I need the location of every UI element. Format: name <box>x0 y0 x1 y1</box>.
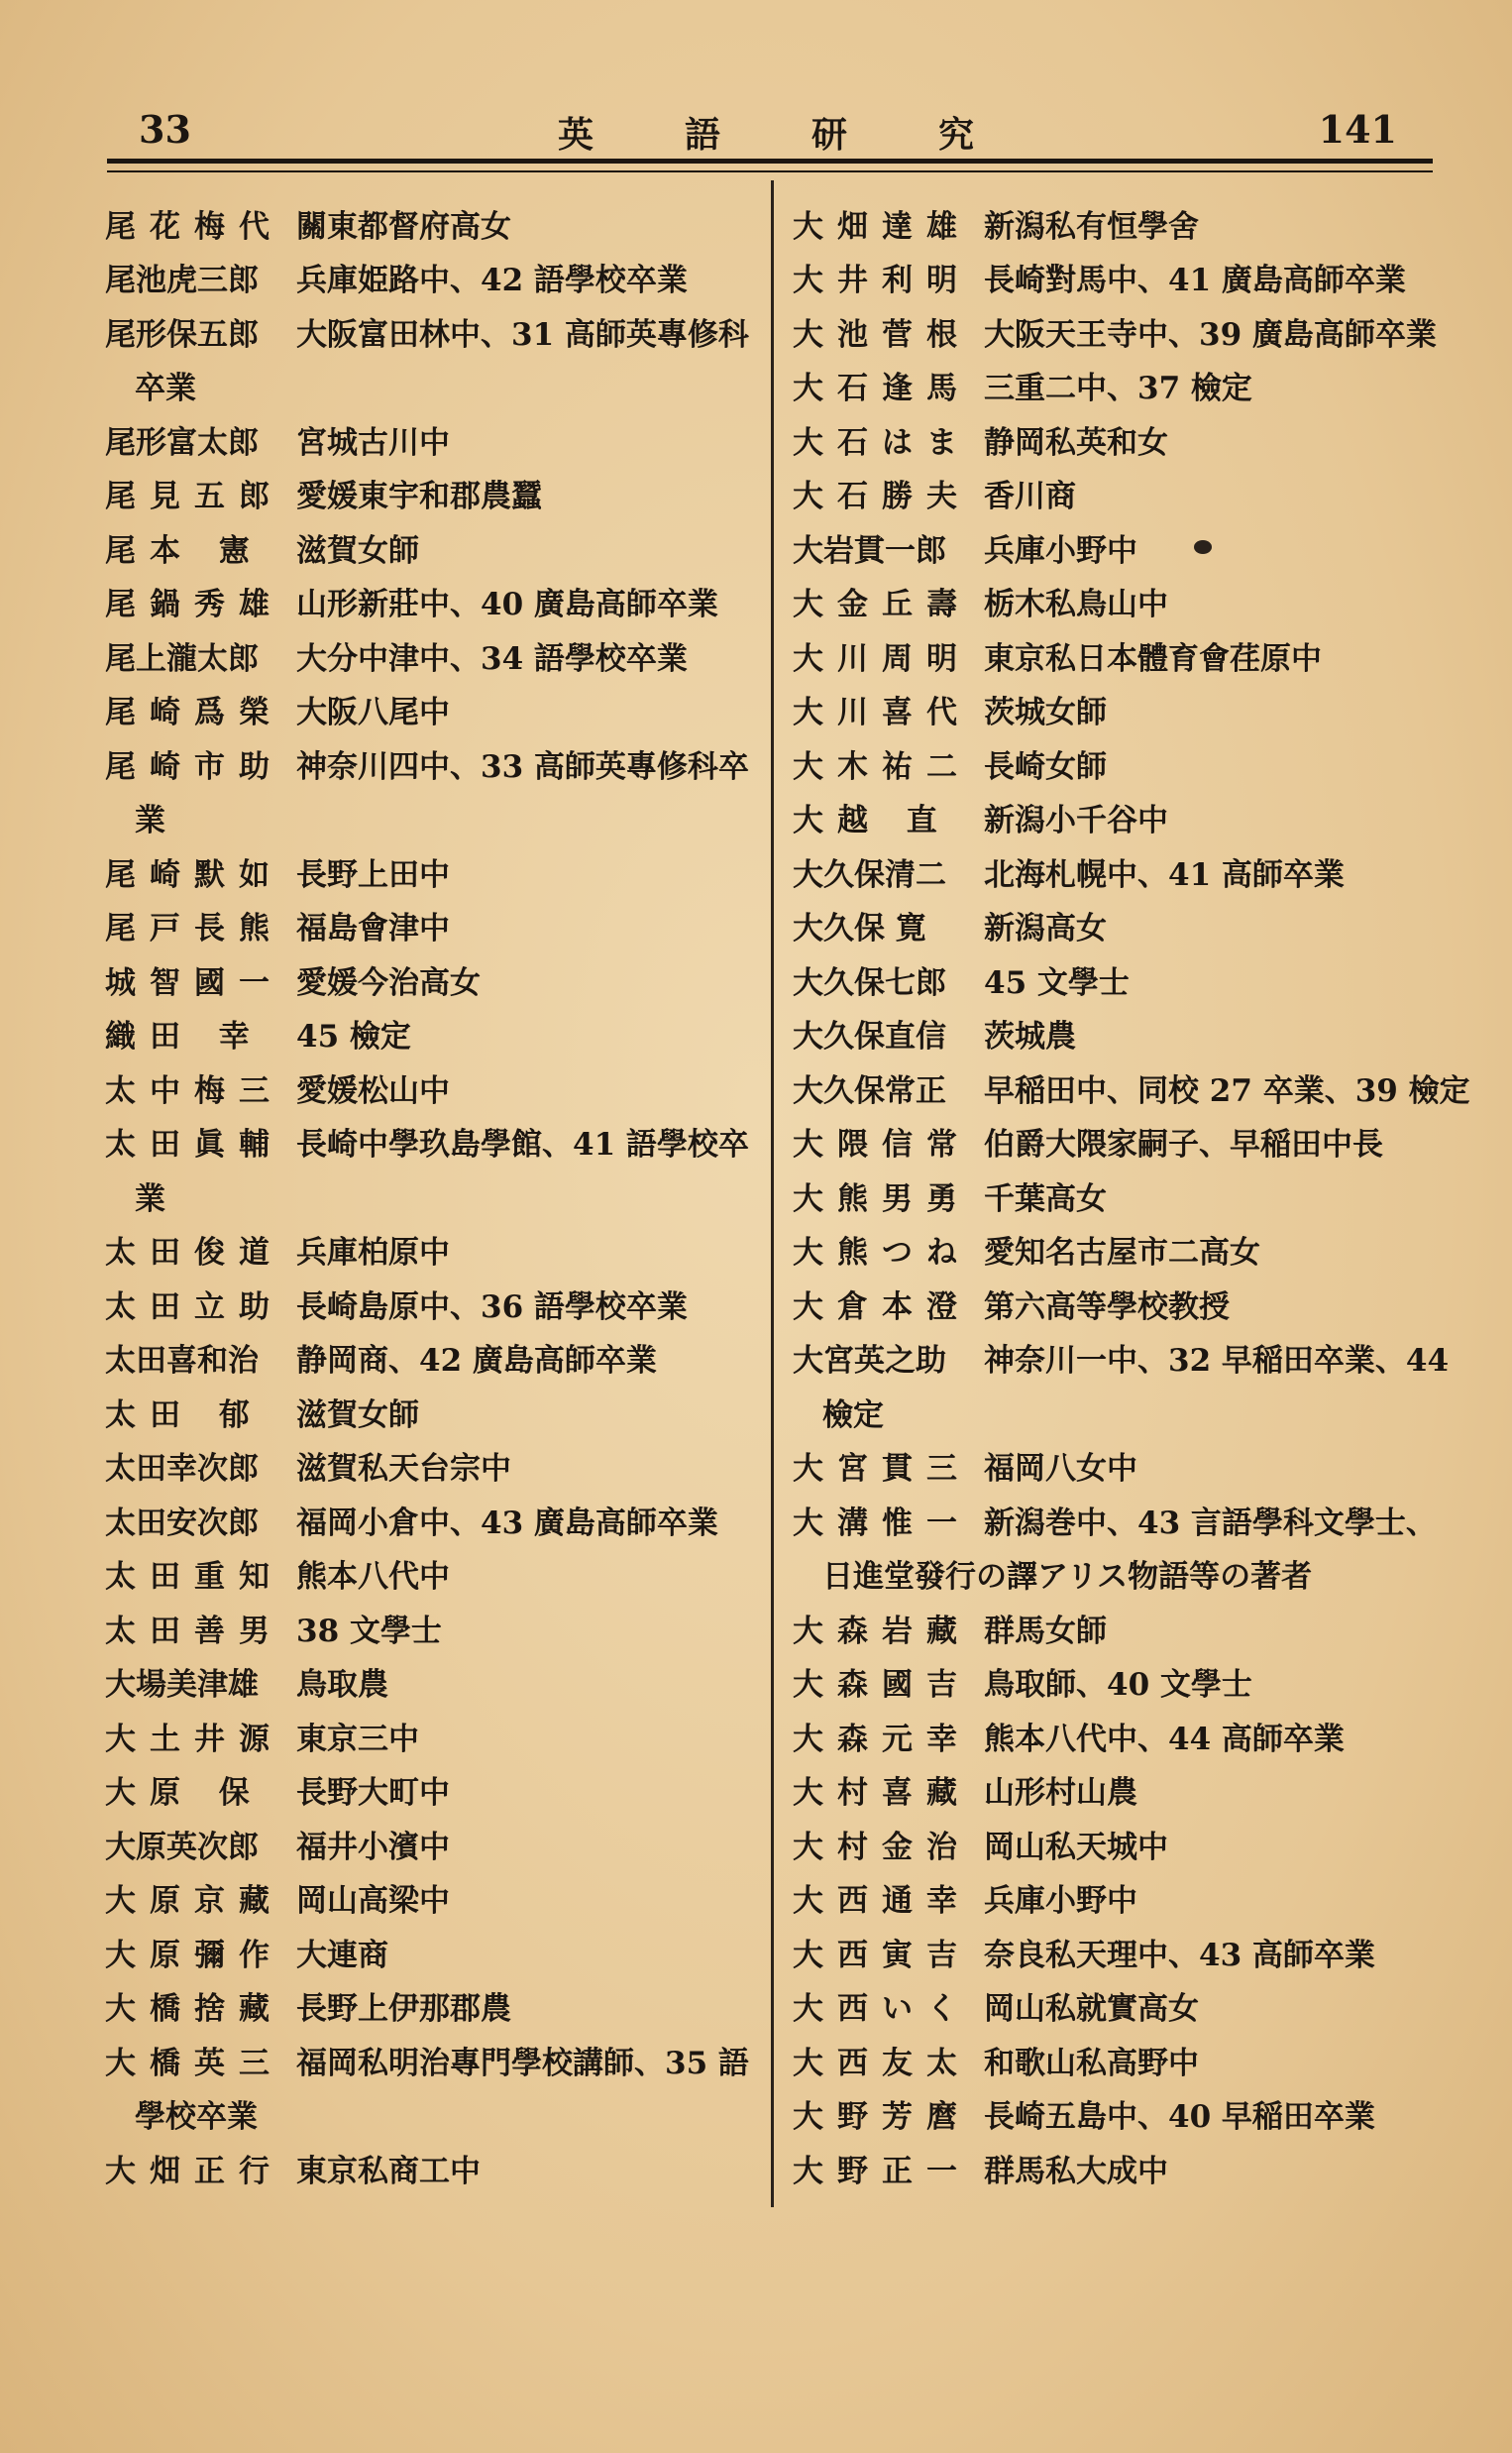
person-name: 大熊男勇 <box>793 1180 971 1217</box>
affiliation: 宮城古川中 <box>296 424 450 461</box>
directory-entry <box>105 1655 759 1710</box>
person-name: 大西寅吉 <box>793 1937 971 1973</box>
directory-entry <box>105 2033 759 2087</box>
directory-entry <box>793 575 1447 629</box>
affiliation: 福島會津中 <box>296 911 450 948</box>
directory-entry <box>793 1655 1447 1710</box>
title-char: 語 <box>684 114 720 156</box>
directory-entry <box>105 1763 759 1818</box>
person-name: 尾池虎三郎 <box>105 263 259 299</box>
affiliation: 伯爵大隈家嗣子、早稲田中長 <box>984 1127 1383 1164</box>
directory-entry <box>793 2033 1447 2087</box>
affiliation: 山形村山農 <box>984 1775 1137 1812</box>
affiliation: 新潟巻中、43 言語學科文學士、 <box>984 1505 1437 1541</box>
affiliation: 栃木私鳥山中 <box>984 587 1168 623</box>
affiliation: 茨城農 <box>984 1019 1076 1056</box>
affiliation: 神奈川一中、32 早稲田卒業、44 <box>984 1343 1450 1380</box>
directory-entry <box>793 412 1447 467</box>
right-column <box>793 196 1470 2195</box>
person-name: 大池菅根 <box>793 316 971 353</box>
directory-entry <box>105 1007 759 1061</box>
directory-entry <box>105 1547 759 1602</box>
directory-entry <box>793 1169 1447 1223</box>
affiliation: 大連商 <box>296 1937 388 1973</box>
person-name: 大久保常正 <box>793 1072 946 1109</box>
person-name: 大西通幸 <box>793 1883 971 1920</box>
person-name: 尾形保五郎 <box>105 316 259 353</box>
person-name: 大畑正行 <box>105 2153 283 2189</box>
affiliation: 岡山私就實高女 <box>984 1991 1199 2028</box>
person-name: 尾戸長熊 <box>105 911 283 948</box>
person-name: 尾上瀧太郎 <box>105 640 259 677</box>
person-name: 太中梅三 <box>105 1072 283 1109</box>
affiliation: 兵庫柏原中 <box>296 1235 450 1272</box>
person-name: 尾崎市助 <box>105 748 283 785</box>
directory-entry <box>793 1277 1447 1331</box>
person-name: 尾花梅代 <box>105 208 283 245</box>
affiliation: 長崎女師 <box>984 748 1107 785</box>
entry-continuation: 檢定 <box>822 1396 884 1433</box>
person-name: 太田善男 <box>105 1613 283 1649</box>
directory-entry <box>105 2141 759 2195</box>
person-name: 大野正一 <box>793 2153 971 2189</box>
person-name: 太田安次郎 <box>105 1505 259 1541</box>
affiliation: 熊本八代中、44 高師卒業 <box>984 1721 1345 1757</box>
affiliation: 早稲田中、同校 27 卒業、39 檢定 <box>984 1072 1470 1109</box>
directory-entry <box>793 1871 1447 1926</box>
affiliation: 大阪八尾中 <box>296 695 450 731</box>
directory-entry <box>793 1115 1447 1170</box>
affiliation: 45 檢定 <box>296 1019 411 1056</box>
affiliation: 新潟小千谷中 <box>984 803 1168 839</box>
affiliation: 山形新莊中、40 廣島高師卒業 <box>296 587 718 623</box>
directory-entry <box>793 1709 1447 1763</box>
column-divider <box>771 180 774 2207</box>
directory-entry <box>793 1493 1447 1547</box>
person-name: 大村金治 <box>793 1829 971 1865</box>
person-name: 大宮貫三 <box>793 1451 971 1488</box>
person-name: 大橋捨藏 <box>105 1991 283 2028</box>
person-name: 太田喜和治 <box>105 1343 259 1380</box>
directory-entry <box>793 844 1447 899</box>
affiliation: 長崎中學玖島學館、41 語學校卒 <box>296 1127 749 1164</box>
person-name: 大原英次郎 <box>105 1829 259 1865</box>
directory-entry <box>105 1223 759 1278</box>
person-name: 大木祐二 <box>793 748 971 785</box>
affiliation: 兵庫小野中 <box>984 532 1137 569</box>
person-name: 太田立助 <box>105 1288 283 1325</box>
affiliation: 45 文學士 <box>984 964 1130 1001</box>
person-name: 大久保清二 <box>793 856 946 893</box>
affiliation: 岡山私天城中 <box>984 1829 1168 1865</box>
affiliation: 長野上田中 <box>296 856 450 893</box>
directory-entry <box>105 736 759 791</box>
affiliation: 熊本八代中 <box>296 1559 450 1596</box>
directory-entry <box>793 1223 1447 1278</box>
person-name: 大溝惟一 <box>793 1505 971 1541</box>
person-name: 尾本 憲 <box>105 532 264 569</box>
directory-entry <box>793 1060 1470 1115</box>
directory-entry <box>105 1871 759 1926</box>
directory-entry <box>105 1115 759 1170</box>
directory-entry <box>793 2087 1447 2142</box>
person-name: 大西友太 <box>793 2045 971 2081</box>
person-name: 太田眞輔 <box>105 1127 283 1164</box>
person-name: 大西いく <box>793 1991 971 2028</box>
directory-entry <box>793 1925 1447 1979</box>
entry-continuation: 卒業 <box>135 371 196 407</box>
affiliation: 長野大町中 <box>296 1775 450 1812</box>
affiliation: 長崎對馬中、41 廣島高師卒業 <box>984 263 1406 299</box>
directory-entry <box>105 412 759 467</box>
person-name: 太田俊道 <box>105 1235 283 1272</box>
directory-entry <box>105 304 759 359</box>
affiliation: 東京私日本體育會荏原中 <box>984 640 1322 677</box>
directory-entry <box>793 791 1447 845</box>
person-name: 太田重知 <box>105 1559 283 1596</box>
directory-entry <box>793 520 1447 575</box>
directory-entry <box>793 1763 1447 1818</box>
directory-entry <box>105 1385 759 1439</box>
directory-entry <box>793 2141 1447 2195</box>
directory-entry <box>793 899 1447 953</box>
affiliation: 愛知名古屋市二高女 <box>984 1235 1260 1272</box>
directory-entry <box>105 1493 759 1547</box>
person-name: 大石はま <box>793 424 971 461</box>
person-name: 大川周明 <box>793 640 971 677</box>
header-rule-thick <box>107 159 1433 164</box>
directory-entry <box>105 467 759 521</box>
directory-entry <box>105 520 759 575</box>
affiliation: 和歌山私高野中 <box>984 2045 1199 2081</box>
affiliation: 38 文學士 <box>296 1613 442 1649</box>
person-name: 大宮英之助 <box>793 1343 946 1380</box>
person-name: 大久保直信 <box>793 1019 946 1056</box>
affiliation: 静岡商、42 廣島高師卒業 <box>296 1343 657 1380</box>
directory-entry <box>105 683 759 737</box>
person-name: 大石勝夫 <box>793 479 971 515</box>
person-name: 城智國一 <box>105 964 283 1001</box>
directory-entry <box>793 196 1447 251</box>
person-name: 大土井源 <box>105 1721 283 1757</box>
affiliation: 兵庫姫路中、42 語學校卒業 <box>296 263 688 299</box>
person-name: 大久保七郎 <box>793 964 946 1001</box>
directory-entry <box>793 251 1447 305</box>
affiliation: 茨城女師 <box>984 695 1107 731</box>
directory-entry <box>105 1979 759 2034</box>
person-name: 大川喜代 <box>793 695 971 731</box>
person-name: 大石逢馬 <box>793 371 971 407</box>
affiliation: 第六高等學校教授 <box>984 1288 1230 1325</box>
directory-entry <box>105 1601 759 1655</box>
affiliation: 滋賀女師 <box>296 1396 419 1433</box>
person-name: 大倉本澄 <box>793 1288 971 1325</box>
directory-entry <box>793 1007 1447 1061</box>
directory-entry <box>793 736 1447 791</box>
affiliation: 滋賀私天台宗中 <box>296 1451 511 1488</box>
directory-entry <box>105 1439 759 1494</box>
directory-entry <box>105 844 759 899</box>
person-name: 大井利明 <box>793 263 971 299</box>
affiliation: 群馬私大成中 <box>984 2153 1168 2189</box>
affiliation: 静岡私英和女 <box>984 424 1168 461</box>
person-name: 織田 幸 <box>105 1019 264 1056</box>
person-name: 太田幸次郎 <box>105 1451 259 1488</box>
person-name: 尾崎爲榮 <box>105 695 283 731</box>
title-char: 研 <box>810 114 847 156</box>
person-name: 大畑達雄 <box>793 208 971 245</box>
person-name: 大森元幸 <box>793 1721 971 1757</box>
entry-continuation: 業 <box>135 803 165 839</box>
directory-entry <box>105 1817 759 1871</box>
affiliation: 福岡小倉中、43 廣島高師卒業 <box>296 1505 718 1541</box>
directory-entry <box>105 196 759 251</box>
affiliation: 新潟高女 <box>984 911 1107 948</box>
directory-entry <box>793 1331 1450 1386</box>
title-char: 英 <box>558 114 594 156</box>
affiliation: 東京私商工中 <box>296 2153 481 2189</box>
affiliation: 鳥取師、40 文學士 <box>984 1667 1252 1704</box>
directory-entry <box>105 575 759 629</box>
person-name: 大村喜藏 <box>793 1775 971 1812</box>
affiliation: 奈良私天理中、43 高師卒業 <box>984 1937 1375 1973</box>
directory-entry <box>793 1979 1447 2034</box>
directory-entry <box>105 899 759 953</box>
affiliation: 大阪富田林中、31 高師英專修科 <box>296 316 749 353</box>
directory-entry <box>793 952 1447 1007</box>
person-name: 大隈信常 <box>793 1127 971 1164</box>
directory-entry <box>793 683 1447 737</box>
person-name: 尾鍋秀雄 <box>105 587 283 623</box>
affiliation: 兵庫小野中 <box>984 1883 1137 1920</box>
affiliation: 福岡八女中 <box>984 1451 1137 1488</box>
left-page-number: 33 <box>139 107 191 152</box>
person-name: 大久保 寛 <box>793 911 926 948</box>
right-page-number: 141 <box>1318 107 1397 152</box>
affiliation: 群馬女師 <box>984 1613 1107 1649</box>
entry-continuation: 學校卒業 <box>135 2099 258 2136</box>
person-name: 尾見五郎 <box>105 479 283 515</box>
affiliation: 千葉高女 <box>984 1180 1107 1217</box>
person-name: 大森國吉 <box>793 1667 971 1704</box>
affiliation: 大阪天王寺中、39 廣島高師卒業 <box>984 316 1437 353</box>
affiliation: 福井小濱中 <box>296 1829 450 1865</box>
affiliation: 長崎五島中、40 早稲田卒業 <box>984 2099 1375 2136</box>
affiliation: 福岡私明治專門學校講師、35 語 <box>296 2045 749 2081</box>
affiliation: 新潟私有恒學舍 <box>984 208 1199 245</box>
directory-entry <box>105 1060 759 1115</box>
directory-entry <box>105 1331 759 1386</box>
directory-entry <box>105 628 759 683</box>
directory-entry <box>105 952 759 1007</box>
affiliation: 愛媛東宇和郡農蠶 <box>296 479 542 515</box>
person-name: 大越 直 <box>793 803 951 839</box>
affiliation: 北海札幌中、41 高師卒業 <box>984 856 1345 893</box>
person-name: 大森岩藏 <box>793 1613 971 1649</box>
affiliation: 長野上伊那郡農 <box>296 1991 511 2028</box>
person-name: 尾形富太郎 <box>105 424 259 461</box>
person-name: 大原 保 <box>105 1775 264 1812</box>
entry-continuation: 業 <box>135 1180 165 1217</box>
running-title <box>558 107 974 158</box>
affiliation: 愛媛松山中 <box>296 1072 450 1109</box>
affiliation: 鳥取農 <box>296 1667 388 1704</box>
affiliation: 滋賀女師 <box>296 532 419 569</box>
directory-entry <box>793 304 1447 359</box>
affiliation: 大分中津中、34 語學校卒業 <box>296 640 688 677</box>
person-name: 大原京藏 <box>105 1883 283 1920</box>
header-rule-thin <box>107 170 1433 172</box>
affiliation: 神奈川四中、33 高師英專修科卒 <box>296 748 749 785</box>
directory-entry <box>793 628 1447 683</box>
title-char: 究 <box>937 114 974 156</box>
person-name: 大野芳麿 <box>793 2099 971 2136</box>
person-name: 大金丘壽 <box>793 587 971 623</box>
directory-entry <box>793 1601 1447 1655</box>
directory-entry <box>105 1277 759 1331</box>
left-column <box>105 196 759 2195</box>
affiliation: 愛媛今治高女 <box>296 964 481 1001</box>
affiliation: 關東都督府高女 <box>296 208 511 245</box>
person-name: 尾崎默如 <box>105 856 283 893</box>
entry-continuation: 日進堂發行の譯アリス物語等の著者 <box>822 1559 1313 1596</box>
directory-entry <box>793 1439 1447 1494</box>
directory-entry <box>793 359 1447 413</box>
person-name: 大岩貫一郎 <box>793 532 946 569</box>
affiliation: 三重二中、37 檢定 <box>984 371 1252 407</box>
directory-entry <box>793 467 1447 521</box>
affiliation: 香川商 <box>984 479 1076 515</box>
directory-entry <box>105 1709 759 1763</box>
affiliation: 長崎島原中、36 語學校卒業 <box>296 1288 688 1325</box>
directory-entry <box>105 1925 759 1979</box>
affiliation: 岡山高梁中 <box>296 1883 450 1920</box>
person-name: 大熊つね <box>793 1235 971 1272</box>
person-name: 太田 郁 <box>105 1396 264 1433</box>
directory-entry <box>105 251 759 305</box>
person-name: 大橋英三 <box>105 2045 283 2081</box>
person-name: 大場美津雄 <box>105 1667 259 1704</box>
person-name: 大原彌作 <box>105 1937 283 1973</box>
affiliation: 東京三中 <box>296 1721 419 1757</box>
directory-entry <box>793 1817 1447 1871</box>
ink-blot <box>1194 540 1212 554</box>
